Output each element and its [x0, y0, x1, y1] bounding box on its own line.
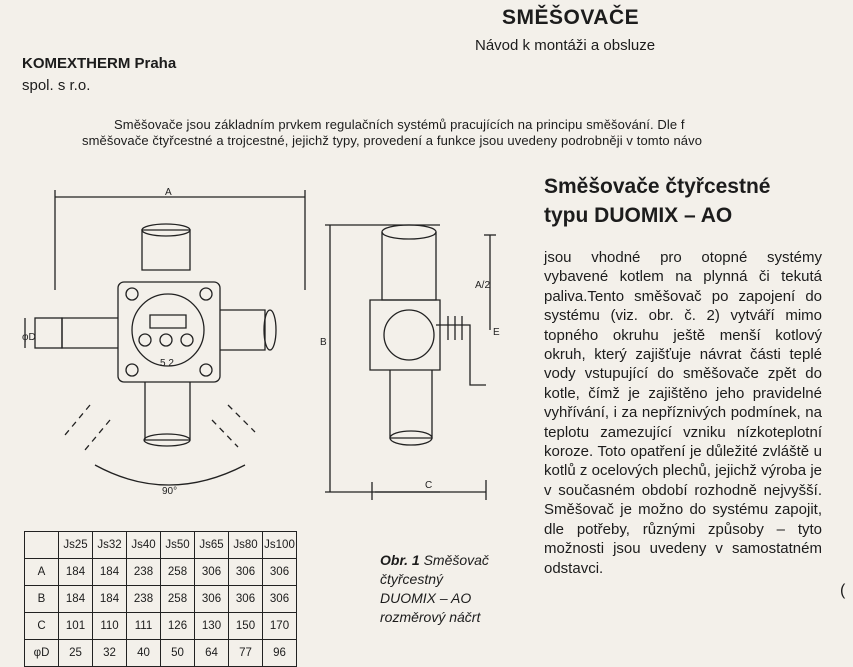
table-column-header: Js50: [161, 532, 195, 559]
table-cell: 126: [161, 613, 195, 640]
section-body: jsou vhodné pro otopné systémy vybavené kotlem na plynná či tekutá paliva.Tento směšovač po zapojení do systému (viz. obr. č. 2) vytváří mimo topného okruhu ještě menší kotlový okruh, který zajišťuje návrat části teplé vody vstupující do směšovače zpět do kotle, čímž je zajištěno jeho pravidelné vyhřívání, i za nepříznivých podmínek, na teplotu zamezující vzniku nízkoteplotní koroze. Toto opatření je důležité zvláště u kotlů z ocelových plechů, jejichž výroba je v současném období rozhodně nejvyšší. Směšovač je možno do systému zapojit, dle potřeby, různými způsoby – tyto možnosti jsou uvedeny v samostatném odstavci.: [544, 249, 822, 577]
table-row: [25, 613, 297, 640]
table-cell: 77: [229, 640, 263, 667]
section-title-line-2: typu DUOMIX – AO: [544, 204, 733, 227]
company-name: KOMEXTHERM Praha: [22, 55, 177, 72]
table-column-header: Js25: [59, 532, 93, 559]
caption-label: Obr. 1: [380, 552, 420, 568]
section-title: [544, 172, 844, 230]
dim-label-a: A: [165, 187, 172, 198]
table-cell: 184: [93, 586, 127, 613]
table-row: [25, 640, 297, 667]
intro-line-1: Směšovače jsou základním prvkem regulačních systémů pracujících na principu směšování. Dle f: [114, 117, 685, 132]
document-title: SMĚŠOVAČE: [502, 6, 640, 29]
table-cell: 40: [127, 640, 161, 667]
table-cell: 50: [161, 640, 195, 667]
edge-mark: (: [840, 582, 846, 599]
dimension-table: [24, 531, 297, 667]
table-cell: 306: [229, 586, 263, 613]
table-cell: 184: [59, 559, 93, 586]
table-cell: 96: [263, 640, 297, 667]
intro-line-2: směšovače čtyřcestné a trojcestné, jejichž typy, provedení a funkce jsou uvedeny podrobněji v tomto návo: [82, 133, 703, 148]
table-column-header: Js65: [195, 532, 229, 559]
table-header-row: [25, 532, 297, 559]
table-cell: 150: [229, 613, 263, 640]
caption-line-4: rozměrový náčrt: [380, 609, 481, 625]
caption-line-3: DUOMIX – AO: [380, 590, 472, 606]
table-row-label: A: [25, 559, 59, 586]
dim-label-52: 5 2: [160, 358, 174, 369]
dim-label-d: φD: [22, 332, 36, 343]
table-cell: 130: [195, 613, 229, 640]
table-cell: 64: [195, 640, 229, 667]
table-cell: 111: [127, 613, 161, 640]
table-column-header: Js32: [93, 532, 127, 559]
table-cell: 110: [93, 613, 127, 640]
table-column-header: Js40: [127, 532, 161, 559]
table-cell: 306: [229, 559, 263, 586]
dim-label-e: E: [493, 327, 500, 338]
table-cell: 306: [195, 586, 229, 613]
table-column-header: Js80: [229, 532, 263, 559]
document-subtitle: Návod k montáži a obsluze: [475, 37, 656, 54]
table-cell: 258: [161, 586, 195, 613]
dim-label-c: C: [425, 480, 433, 491]
table-cell: 32: [93, 640, 127, 667]
table-cell: 306: [263, 586, 297, 613]
dim-label-b: B: [320, 337, 327, 348]
table-cell: 306: [263, 559, 297, 586]
company-suffix: spol. s r.o.: [22, 77, 91, 94]
table-cell: 170: [263, 613, 297, 640]
table-cell: 184: [59, 586, 93, 613]
table-cell: 306: [195, 559, 229, 586]
table-row-label: φD: [25, 640, 59, 667]
table-cell: 238: [127, 586, 161, 613]
caption-line-2: čtyřcestný: [380, 571, 444, 587]
table-cell: 184: [93, 559, 127, 586]
table-row-label: C: [25, 613, 59, 640]
dim-label-a2: A/2: [475, 280, 491, 291]
caption-line-1: Směšovač: [423, 552, 489, 568]
table-column-header: Js100: [263, 532, 297, 559]
table-cell: 238: [127, 559, 161, 586]
table-row: [25, 586, 297, 613]
section-title-line-1: Směšovače čtyřcestné: [544, 175, 771, 198]
table-corner-cell: [25, 532, 59, 559]
angle-label: 90°: [162, 486, 178, 497]
figure-caption: [380, 551, 520, 627]
table-row-label: B: [25, 586, 59, 613]
table-cell: 25: [59, 640, 93, 667]
table-cell: 258: [161, 559, 195, 586]
table-row: [25, 559, 297, 586]
table-cell: 101: [59, 613, 93, 640]
dimension-drawing: [0, 170, 520, 530]
